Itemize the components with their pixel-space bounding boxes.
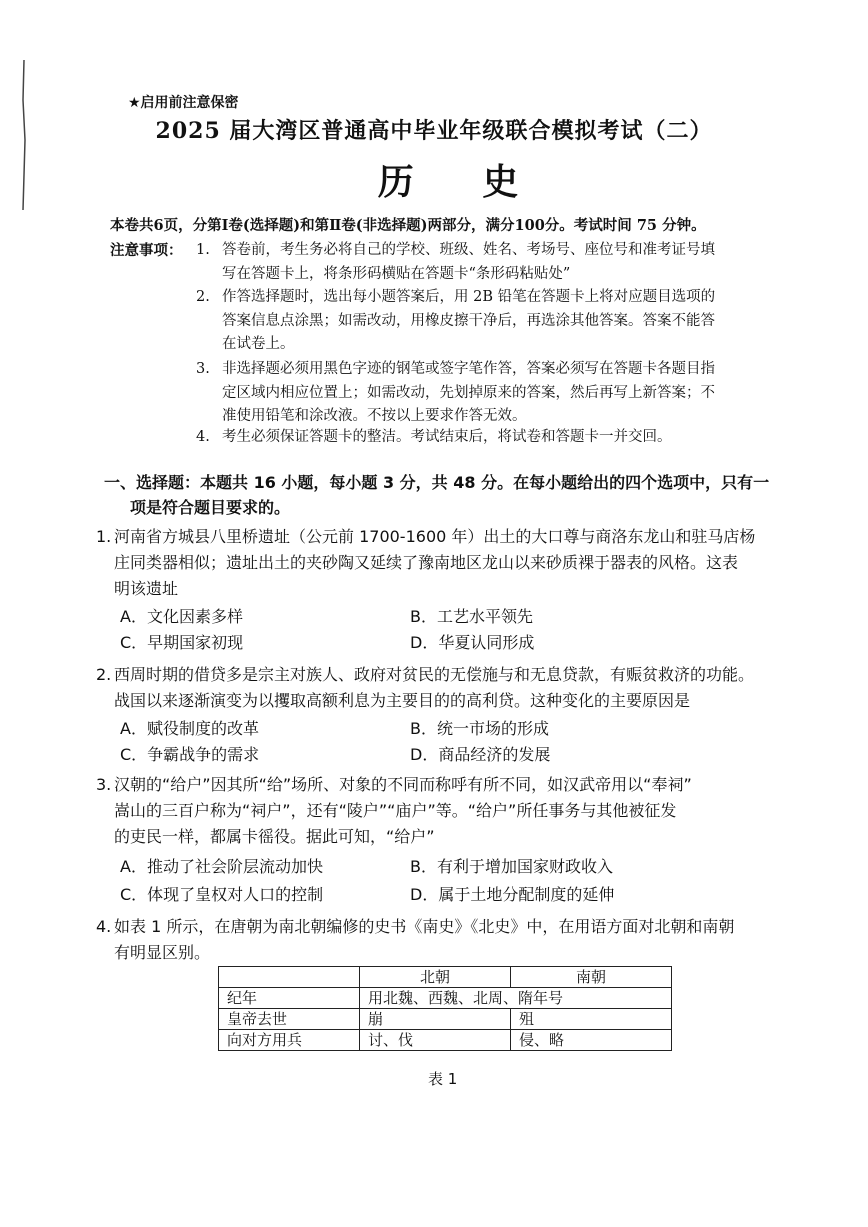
table-1: [218, 966, 672, 1051]
question-line: 明该遗址: [114, 579, 179, 598]
question-number: 4.: [96, 917, 112, 936]
notes-label: 注意事项：: [110, 242, 183, 259]
question-line: 西周时期的借贷多是宗主对族人、政府对贫民的无偿施与和无息贷款，有赈贫救济的功能。: [114, 665, 755, 684]
question-line: 汉朝的“给户”因其所“给”场所、对象的不同而称呼有所不同，如汉武帝用以“奉祠”: [114, 775, 692, 794]
option-d: D．商品经济的发展: [410, 745, 551, 764]
note-item: [196, 358, 715, 429]
option-b: B．统一市场的形成: [410, 719, 549, 738]
table-row-label: 向对方用兵: [219, 1030, 360, 1051]
question-line: 有明显区别。: [114, 943, 211, 962]
table-row: [219, 1030, 672, 1051]
option-c: C．体现了皇权对人口的控制: [120, 885, 324, 904]
note-number: 2.: [196, 289, 210, 305]
table-row-label: 皇帝去世: [219, 1009, 360, 1030]
subject-title: 历 史: [377, 161, 547, 203]
note-line: 答卷前，考生务必将自己的学校、班级、姓名、考场号、座位号和准考证号填: [222, 242, 715, 258]
table-cell: 侵、略: [511, 1030, 672, 1051]
option-d: D．属于土地分配制度的延伸: [410, 885, 615, 904]
exam-title: 2025 届大湾区普通高中毕业年级联合模拟考试（二）: [155, 118, 713, 144]
table-cell: 殂: [511, 1009, 672, 1030]
question-line: 河南省方城县八里桥遗址（公元前 1700-1600 年）出土的大口尊与商洛东龙山和驻马店杨: [114, 527, 756, 546]
question-2: [96, 662, 816, 714]
question-line: 庄同类器相似；遗址出土的夹砂陶又延续了豫南地区龙山以来砂质裸于器表的风格。这表: [114, 553, 739, 572]
note-line: 非选择题必须用黑色字迹的钢笔或签字笔作答，答案必须写在答题卡各题目指: [222, 361, 715, 377]
confidential-notice: ★启用前注意保密: [128, 95, 239, 111]
note-line: 答案信息点涂黑；如需改动，用橡皮擦干净后，再选涂其他答案。答案不能答: [222, 312, 715, 329]
question-number: 3.: [96, 775, 112, 794]
table-cell: 讨、伐: [360, 1030, 511, 1051]
option-a: A．推动了社会阶层流动加快: [120, 857, 323, 876]
option-d: D．华夏认同形成: [410, 633, 535, 652]
option-a: A．文化因素多样: [120, 607, 243, 626]
paper-intro: 本卷共6页，分第Ⅰ卷(选择题)和第Ⅱ卷(非选择题)两部分，满分100分。考试时间 75 分钟。: [110, 217, 706, 234]
note-number: 4.: [196, 429, 210, 445]
note-line: 作答选择题时，选出每小题答案后，用 2B 铅笔在答题卡上将对应题目选项的: [222, 289, 716, 305]
question-number: 2.: [96, 665, 112, 684]
note-line: 写在答题卡上，将条形码横贴在答题卡“条形码粘贴处”: [222, 265, 571, 282]
table-row-label: 纪年: [219, 988, 360, 1009]
question-1: [96, 524, 816, 602]
note-line: 定区域内相应位置上；如需改动，先划掉原来的答案，然后再写上新答案；不: [222, 384, 715, 401]
note-item: [196, 426, 672, 450]
option-b: B．有利于增加国家财政收入: [410, 857, 613, 876]
note-line: 考生必须保证答题卡的整洁。考试结束后，将试卷和答题卡一并交回。: [222, 429, 672, 445]
table-caption: 表 1: [428, 1070, 458, 1088]
note-number: 1.: [196, 242, 210, 258]
option-b: B．工艺水平领先: [410, 607, 533, 626]
question-line: 战国以来逐渐演变为以攫取高额利息为主要目的的高利贷。这种变化的主要原因是: [114, 691, 691, 710]
question-line: 嵩山的三百户称为“祠户”，还有“陵户”“庙户”等。“给户”所任事务与其他被征发: [114, 801, 677, 820]
question-3: [96, 772, 816, 850]
note-item: [196, 239, 715, 286]
table-cell: 用北魏、西魏、北周、隋年号: [360, 988, 672, 1009]
option-a: A．赋役制度的改革: [120, 719, 259, 738]
section-heading-line: 一、选择题：本题共 16 小题，每小题 3 分，共 48 分。在每小题给出的四个选项中，只有一: [104, 473, 770, 492]
question-4: [96, 914, 816, 966]
option-c: C．早期国家初现: [120, 633, 244, 652]
table-row: [219, 1009, 672, 1030]
section-heading-line: 项是符合题目要求的。: [130, 498, 291, 517]
note-number: 3.: [196, 361, 210, 377]
table-cell: 崩: [360, 1009, 511, 1030]
note-line: 准使用铅笔和涂改液。不按以上要求作答无效。: [222, 408, 527, 424]
option-c: C．争霸战争的需求: [120, 745, 260, 764]
table-header-cell: 北朝: [360, 967, 511, 988]
table-header-cell: [219, 967, 360, 988]
note-item: [196, 286, 716, 357]
question-line: 如表 1 所示，在唐朝为南北朝编修的史书《南史》《北史》中，在用语方面对北朝和南朝: [114, 917, 735, 936]
note-line: 在试卷上。: [222, 336, 295, 352]
section-heading: [104, 470, 804, 520]
table-header-row: [219, 967, 672, 988]
question-line: 的吏民一样，都属卡徭役。据此可知，“给户”: [114, 827, 435, 846]
question-number: 1.: [96, 527, 112, 546]
table-header-cell: 南朝: [511, 967, 672, 988]
table-row: [219, 988, 672, 1009]
